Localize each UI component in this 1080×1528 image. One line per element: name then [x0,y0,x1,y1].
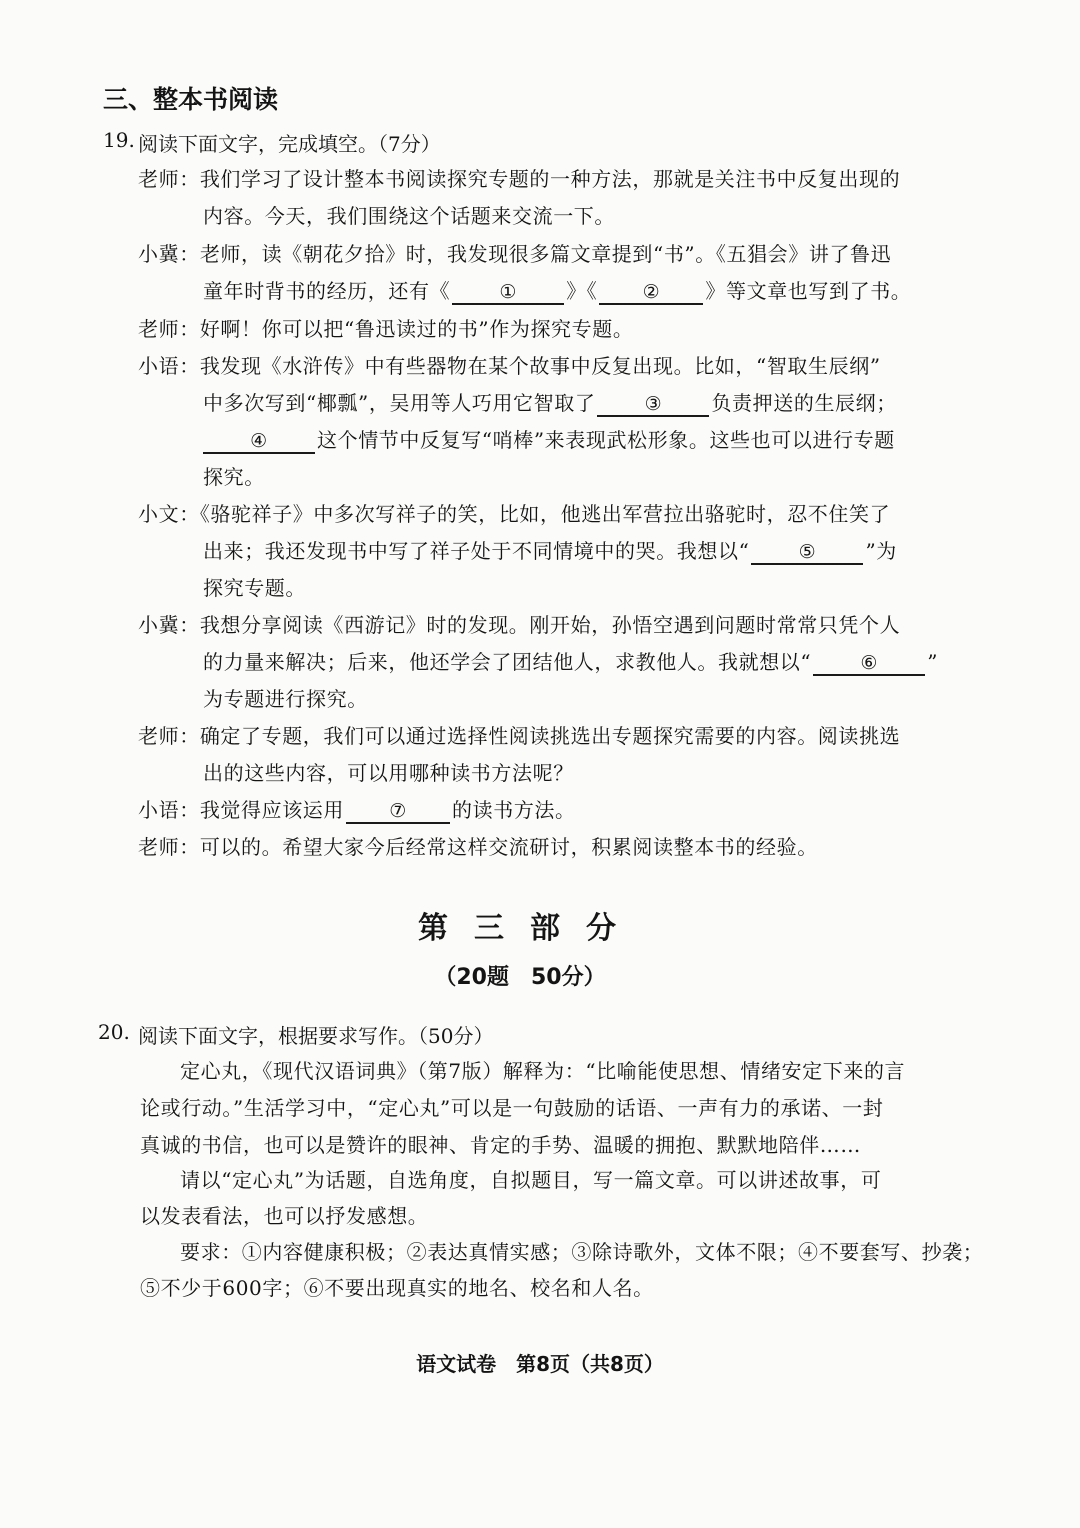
dialogue-line [138,794,576,824]
essay-paragraph-line: 真诚的书信，也可以是赞许的眼神、肯定的手势、温暖的拥抱、默默地陪伴…… [140,1133,861,1157]
dialogue-line [203,200,615,229]
part-subtitle: （20题 50分） [434,965,606,990]
dialogue-line [203,535,897,565]
line-text: 探究专题。 [203,576,306,600]
dialogue-line [203,387,897,417]
essay-paragraph-line: 请以“定心丸”为话题，自选角度，自拟题目，写一篇文章。可以讲述故事，可 [180,1168,882,1192]
dialogue-line [138,313,633,342]
essay-paragraph-line: 定心丸，《现代汉语词典》（第7版）解释为：“比喻能使思想、情绪安定下来的言 [180,1059,906,1083]
page-footer: 语文试卷 第8页（共8页） [416,1352,664,1376]
question-19-number: 19. [103,128,135,152]
blank-6[interactable]: ⑥ [813,652,925,676]
blank-4[interactable]: ④ [203,430,315,454]
line-text: 探究。 [203,465,265,489]
line-text: 的力量来解决；后来，他还学会了团结他人，求教他人。我就想以“ [203,650,812,674]
dialogue-line [138,831,818,860]
essay-paragraph-line: 论或行动。”生活学习中，“定心丸”可以是一句鼓励的话语、一声有力的承诺、一封 [140,1096,884,1120]
speaker: 小文： [138,502,200,526]
blank-3[interactable]: ③ [597,393,709,417]
blank-7[interactable]: ⑦ [346,800,450,824]
line-text: 确定了专题，我们可以通过选择性阅读挑选出专题探究需要的内容。阅读挑选 [199,724,901,748]
line-text: 好啊！你可以把“鲁迅读过的书”作为探究专题。 [199,317,634,341]
line-text: 内容。今天，我们围绕这个话题来交流一下。 [203,204,615,228]
speaker: 老师： [138,724,200,748]
question-19-prompt: 阅读下面文字，完成填空。（7分） [138,132,441,156]
question-20-prompt: 阅读下面文字，根据要求写作。（50分） [138,1024,494,1048]
dialogue-line [138,350,881,379]
line-text: 《骆驼祥子》中多次写祥子的笑，比如，他逃出军营拉出骆驼时，忍不住笑了 [199,502,891,526]
essay-paragraph-line: 以发表看法，也可以抒发感想。 [140,1204,429,1228]
speaker: 小语： [138,798,200,822]
dialogue-line [138,498,890,527]
blank-1[interactable]: ① [452,281,564,305]
speaker: 小冀： [138,242,200,266]
blank-5[interactable]: ⑤ [751,541,863,565]
question-20-number: 20. [98,1020,130,1044]
line-text: 童年时背书的经历，还有《 [203,279,451,303]
line-text: 这个情节中反复写“哨棒”来表现武松形象。这些也可以进行专题 [317,428,895,452]
line-text: ”为 [865,539,897,563]
dialogue-line [203,461,265,490]
dialogue-line [203,757,574,786]
line-text: 可以的。希望大家今后经常这样交流研讨，积累阅读整本书的经验。 [199,835,818,859]
dialogue-line [138,720,900,749]
speaker: 老师： [138,835,200,859]
section-title: 三、整本书阅读 [103,85,279,114]
line-text: 的读书方法。 [452,798,576,822]
requirements-line: 要求：①内容健康积极；②表达真情实感；③除诗歌外，文体不限；④不要套写、抄袭； [180,1240,984,1264]
dialogue-line [138,163,900,192]
blank-2[interactable]: ② [599,281,703,305]
line-text: 出来；我还发现书中写了祥子处于不同情境中的哭。我想以“ [203,539,750,563]
speaker: 小语： [138,354,200,378]
speaker: 小冀： [138,613,200,637]
line-text: 》《 [566,279,598,303]
dialogue-line [138,609,900,638]
line-text: 我们学习了设计整本书阅读探究专题的一种方法，那就是关注书中反复出现的 [199,167,901,191]
line-text: 》等文章也写到了书。 [705,279,912,303]
dialogue-line [203,683,368,712]
line-text: 负责押送的生辰纲； [711,391,897,415]
line-text: 中多次写到“椰瓢”，吴用等人巧用它智取了 [203,391,596,415]
speaker: 老师： [138,317,200,341]
line-text: 老师，读《朝花夕拾》时，我发现很多篇文章提到“书”。《五猖会》讲了鲁迅 [199,242,892,266]
dialogue-line [201,424,895,454]
dialogue-line [203,646,938,676]
line-text: 出的这些内容，可以用哪种读书方法呢？ [203,761,574,785]
line-text: 我觉得应该运用 [199,798,345,822]
dialogue-line [138,238,891,267]
line-text: ” [927,650,939,674]
dialogue-line [203,572,306,601]
dialogue-line [203,275,911,305]
part-title: 第三部分 [418,911,642,946]
line-text: 我想分享阅读《西游记》时的发现。刚开始，孙悟空遇到问题时常常只凭个人 [199,613,901,637]
speaker: 老师： [138,167,200,191]
line-text: 我发现《水浒传》中有些器物在某个故事中反复出现。比如，“智取生辰纲” [199,354,881,378]
line-text: 为专题进行探究。 [203,687,368,711]
requirements-line: ⑤不少于600字；⑥不要出现真实的地名、校名和人名。 [140,1276,654,1300]
